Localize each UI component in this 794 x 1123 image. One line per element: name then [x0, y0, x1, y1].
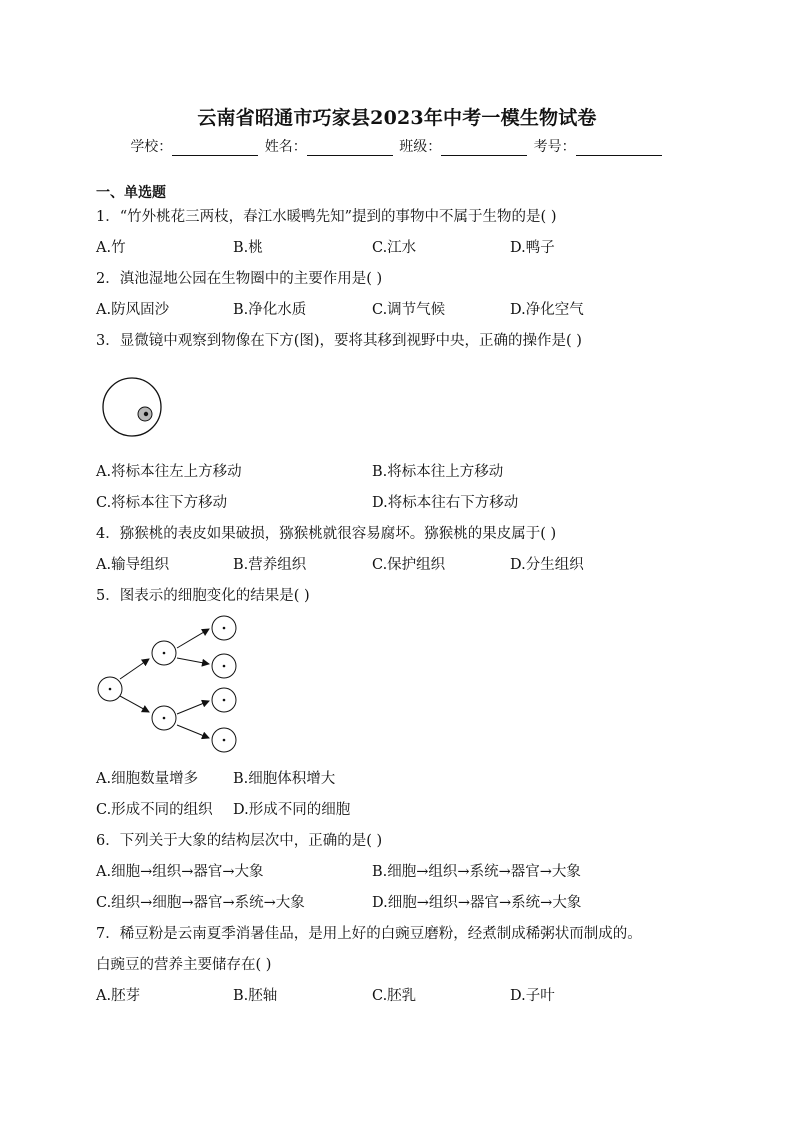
question-2-option-a[interactable]: A.防风固沙 — [96, 302, 170, 318]
microscope-field-figure — [100, 376, 166, 442]
question-3-option-a[interactable]: A.将标本往左上方移动 — [96, 464, 242, 480]
question-6-option-a[interactable]: A.细胞→组织→器官→大象 — [96, 864, 264, 880]
student-info-line — [0, 136, 794, 156]
question-2-option-b[interactable]: B.净化水质 — [233, 302, 307, 318]
question-1-option-c[interactable]: C.江水 — [372, 240, 417, 256]
question-5-option-c[interactable]: C.形成不同的组织 — [96, 802, 213, 818]
question-3-stem: 3．显微镜中观察到物像在下方(图)，要将其移到视野中央，正确的操作是( ) — [96, 333, 582, 349]
arrow-icon — [177, 658, 209, 664]
question-6-option-b[interactable]: B.细胞→组织→系统→器官→大象 — [372, 864, 581, 880]
question-5-option-a[interactable]: A.细胞数量增多 — [96, 771, 199, 787]
question-6-option-c[interactable]: C.组织→细胞→器官→系统→大象 — [96, 895, 305, 911]
arrow-icon — [120, 659, 149, 679]
question-1-option-a[interactable]: A.竹 — [96, 240, 126, 256]
question-7-stem: 7．稀豆粉是云南夏季消暑佳品，是用上好的白豌豆磨粉，经煮制成稀粥状而制成的。 — [96, 926, 642, 942]
arrow-icon — [120, 696, 149, 712]
cell-division-figure — [94, 612, 244, 754]
school-label: 学校： — [130, 139, 173, 155]
question-2-option-d[interactable]: D.净化空气 — [510, 302, 584, 318]
question-6-stem: 6．下列关于大象的结构层次中，正确的是( ) — [96, 833, 383, 849]
question-5-option-d[interactable]: D.形成不同的细胞 — [233, 802, 351, 818]
school-blank[interactable] — [172, 141, 258, 156]
arrow-icon — [177, 629, 209, 648]
question-6-option-d[interactable]: D.细胞→组织→器官→系统→大象 — [372, 895, 582, 911]
exam-number-blank[interactable] — [576, 141, 662, 156]
question-3-option-b[interactable]: B.将标本往上方移动 — [372, 464, 504, 480]
question-7-stem-continued: 白豌豆的营养主要储存在( ) — [96, 957, 272, 973]
question-5-option-b[interactable]: B.细胞体积增大 — [233, 771, 336, 787]
question-7-option-d[interactable]: D.子叶 — [510, 988, 555, 1004]
class-label: 班级： — [399, 139, 442, 155]
arrow-icon — [177, 701, 209, 714]
question-5-stem: 5．图表示的细胞变化的结果是( ) — [96, 588, 310, 604]
question-1-stem: 1．“竹外桃花三两枝，春江水暖鸭先知”提到的事物中不属于生物的是( ) — [96, 209, 557, 225]
class-blank[interactable] — [441, 141, 527, 156]
question-1-option-d[interactable]: D.鸭子 — [510, 240, 555, 256]
question-3-option-d[interactable]: D.将标本往右下方移动 — [372, 495, 519, 511]
name-blank[interactable] — [307, 141, 393, 156]
question-3-option-c[interactable]: C.将标本往下方移动 — [96, 495, 228, 511]
field-of-view-circle — [103, 378, 161, 436]
question-7-option-c[interactable]: C.胚乳 — [372, 988, 417, 1004]
question-4-option-b[interactable]: B.营养组织 — [233, 557, 307, 573]
question-2-stem: 2．滇池湿地公园在生物圈中的主要作用是( ) — [96, 271, 383, 287]
specimen-nucleus — [144, 412, 148, 416]
name-label: 姓名： — [264, 139, 307, 155]
section-heading: 一、单选题 — [96, 185, 166, 201]
question-7-option-a[interactable]: A.胚芽 — [96, 988, 141, 1004]
question-4-option-c[interactable]: C.保护组织 — [372, 557, 446, 573]
arrow-icon — [177, 725, 209, 738]
question-7-option-b[interactable]: B.胚轴 — [233, 988, 278, 1004]
question-4-option-d[interactable]: D.分生组织 — [510, 557, 584, 573]
exam-number-label: 考号： — [533, 139, 576, 155]
question-1-option-b[interactable]: B.桃 — [233, 240, 263, 256]
question-4-option-a[interactable]: A.输导组织 — [96, 557, 170, 573]
question-4-stem: 4．猕猴桃的表皮如果破损，猕猴桃就很容易腐坏。猕猴桃的果皮属于( ) — [96, 526, 557, 542]
exam-title: 云南省昭通市巧家县2023年中考一模生物试卷 — [197, 107, 597, 129]
question-2-option-c[interactable]: C.调节气候 — [372, 302, 446, 318]
